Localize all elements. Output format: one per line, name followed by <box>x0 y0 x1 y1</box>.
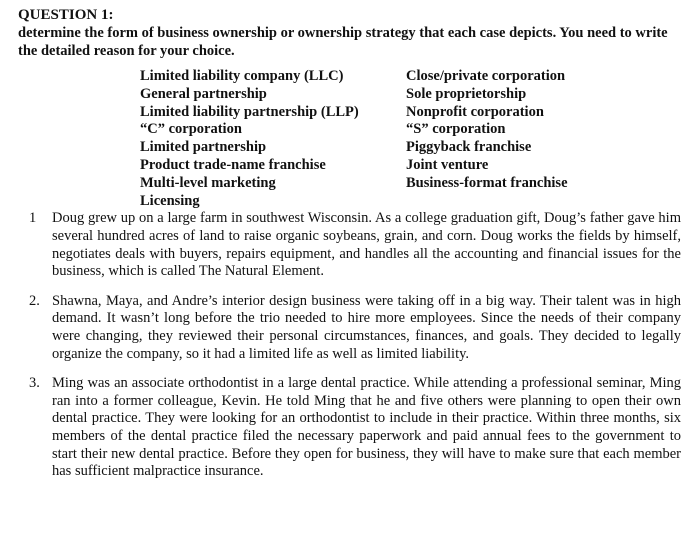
case-item <box>18 293 686 363</box>
option-item: Multi-level marketing <box>140 174 276 191</box>
option-item: Sole proprietorship <box>406 85 527 102</box>
option-item: Product trade-name franchise <box>140 156 326 173</box>
option-item: Licensing <box>140 192 200 209</box>
option-item: General partnership <box>140 85 267 102</box>
options-right-column <box>406 68 666 210</box>
case-text: Doug grew up on a large farm in southwest Wisconsin. As a college graduation gift, Doug’s father gave him several hundred acres of land to raise organic soybeans, grain, and corn. Doug works the fields by himself, negotiates deals with buyers, repairs equipment, and handles all the accounting and financial issues for the business, which is called The Natural Element. <box>52 210 681 280</box>
ownership-options <box>140 68 686 210</box>
option-item: Business-format franchise <box>406 174 568 191</box>
case-number: 3. <box>29 375 40 392</box>
option-item: Nonprofit corporation <box>406 103 544 120</box>
case-text: Ming was an associate orthodontist in a large dental practice. While attending a professional seminar, Ming ran into a former colleague, Kevin. He told Ming that he and five others were planning to open their own dental practice. They were looking for an orthodontist to include in their practice. Within three months, six members of the dental practice filed the necessary paperwork and paid annual fees to the government to start their new dental practice. Before they open for business, they will have to make sure that each member has sufficient malpractice insurance. <box>52 375 681 480</box>
option-item: “C” corporation <box>140 121 242 138</box>
option-item: Joint venture <box>406 156 489 173</box>
question-instructions: determine the form of business ownership or ownership strategy that each case depicts. You need to write the detailed reason for your choice. <box>18 25 668 59</box>
case-number: 1 <box>29 210 37 227</box>
case-number: 2. <box>29 292 40 309</box>
case-item <box>18 375 686 481</box>
option-item: Piggyback franchise <box>406 139 532 156</box>
case-item <box>18 210 686 280</box>
option-item: Limited liability company (LLC) <box>140 68 344 84</box>
question-title: QUESTION 1: <box>18 7 114 23</box>
options-left-column <box>140 68 406 210</box>
option-item: Close/private corporation <box>406 68 566 84</box>
option-item: “S” corporation <box>406 121 506 138</box>
option-item: Limited liability partnership (LLP) <box>140 103 359 120</box>
case-list <box>18 210 686 480</box>
case-text: Shawna, Maya, and Andre’s interior design business were taking off in a big way. Their talent was in high demand. It wasn’t long before the trio needed to hire more employees. Since the needs of their company were changing, they reviewed their personal circumstances, finances, and goals. They decided to legally organize the company, so it had a limited life as well as limited liability. <box>52 292 681 362</box>
option-item: Limited partnership <box>140 139 267 156</box>
